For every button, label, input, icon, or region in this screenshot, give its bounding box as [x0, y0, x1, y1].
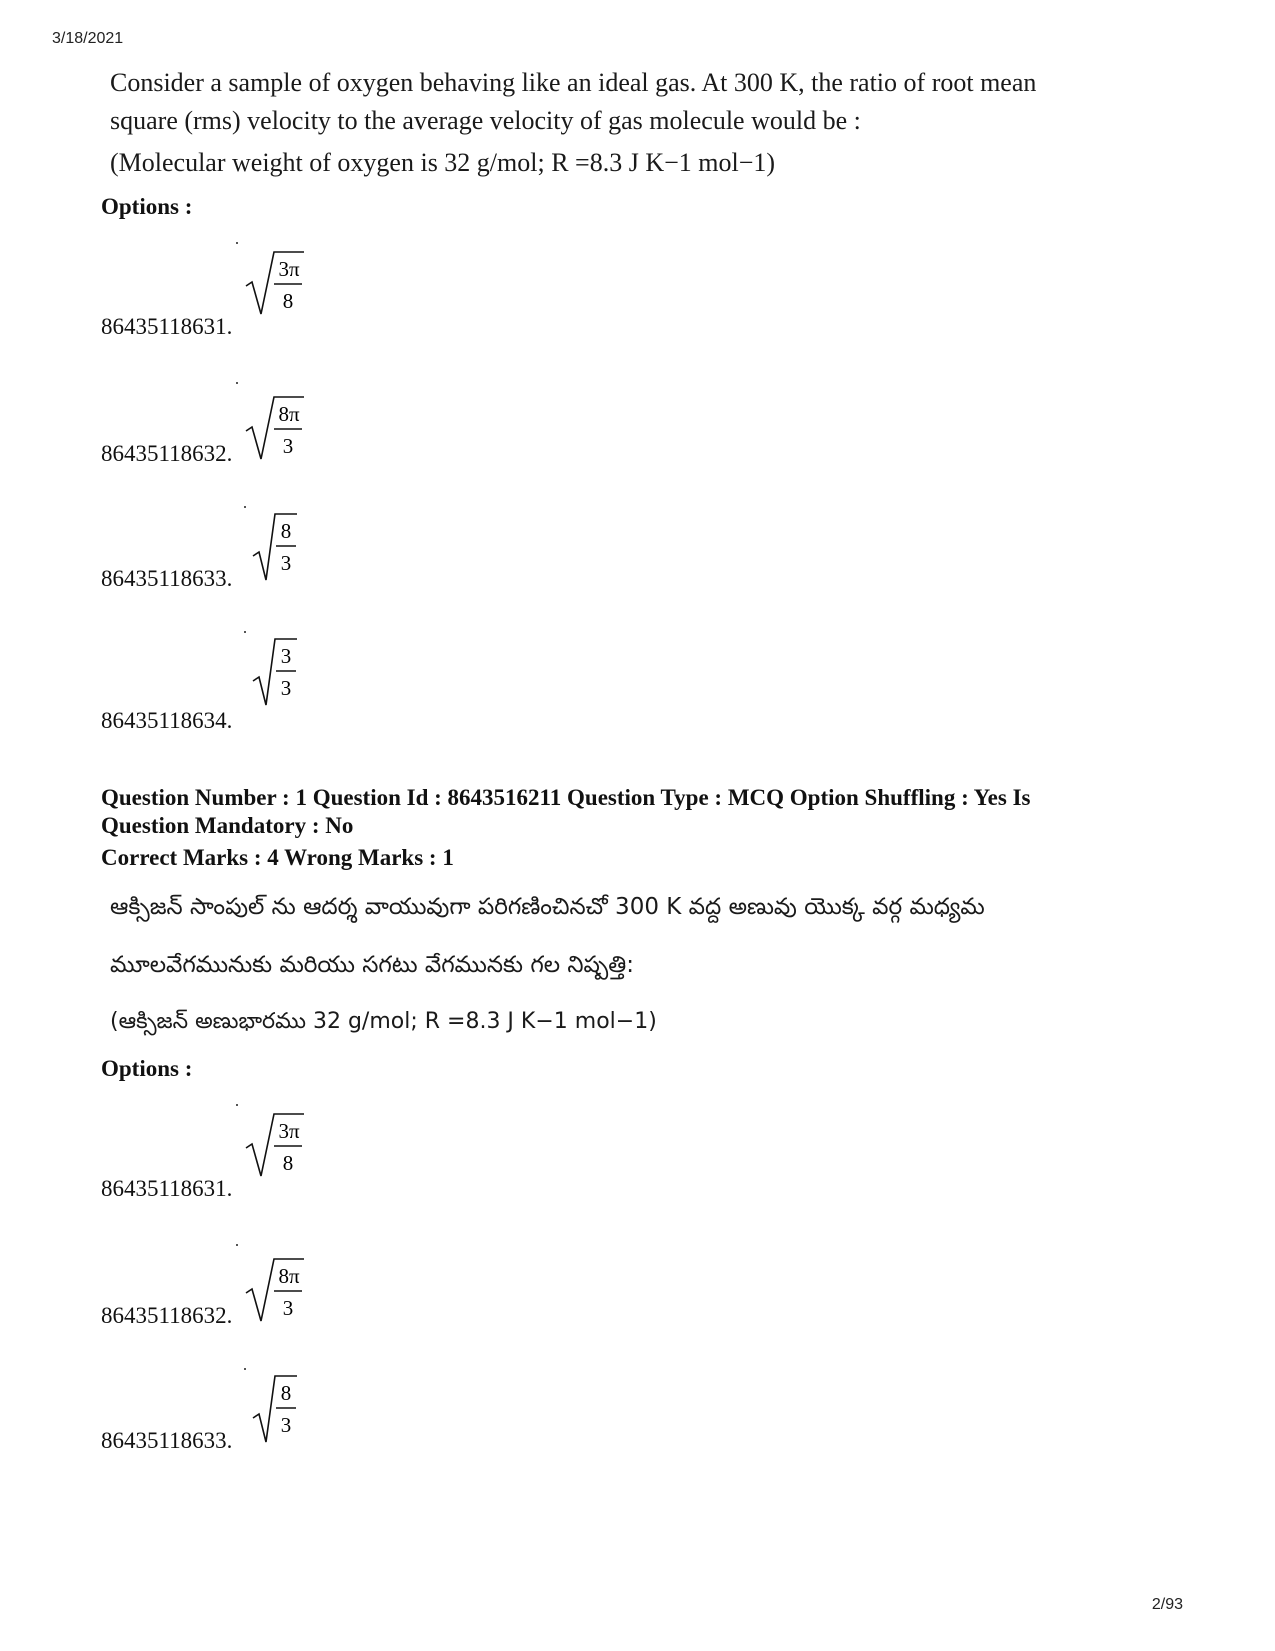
- question-line: square (rms) velocity to the average velocity of gas molecule would be :: [110, 106, 861, 135]
- sqrt-fraction: [244, 1247, 314, 1327]
- sqrt-fraction: [251, 635, 311, 715]
- options-heading: Options :: [101, 1056, 193, 1081]
- fraction-numerator: 3: [280, 644, 292, 668]
- question-meta: [101, 784, 1201, 872]
- sqrt-fraction: [244, 1102, 314, 1182]
- sqrt-fraction: [251, 1372, 311, 1452]
- fraction-numerator: 3π: [278, 257, 300, 281]
- sqrt-fraction: [251, 510, 311, 590]
- option-item[interactable]: [101, 492, 501, 592]
- question-text-english: [110, 64, 1180, 182]
- sqrt-fraction: [244, 385, 314, 465]
- scan-dot: [236, 382, 238, 384]
- scan-dot: [236, 1244, 238, 1246]
- option-id: 86435118633.: [101, 1428, 233, 1453]
- question-text-telugu: [110, 885, 1180, 1042]
- option-item[interactable]: [101, 240, 501, 340]
- scan-dot: [244, 506, 246, 508]
- fraction-denominator: 3: [282, 434, 294, 458]
- fraction-denominator: 3: [280, 1413, 292, 1437]
- fraction-denominator: 8: [282, 289, 294, 313]
- fraction-numerator: 8: [280, 1381, 292, 1405]
- option-id: 86435118634.: [101, 708, 233, 733]
- option-item[interactable]: [101, 1229, 501, 1329]
- option-item[interactable]: [101, 367, 501, 467]
- question-line: ఆక్సిజన్ సాంపుల్ ను ఆదర్శ వాయువుగా పరిగణించినచో 300 K వద్ద అణువు యొక్క వర్గ మధ్యమ: [110, 894, 985, 920]
- option-item[interactable]: [101, 1102, 501, 1202]
- fraction-numerator: 8: [280, 519, 292, 543]
- scan-dot: [236, 242, 238, 244]
- fraction-denominator: 3: [282, 1296, 294, 1320]
- option-id: 86435118631.: [101, 1176, 233, 1201]
- page-number: 2/93: [1151, 1596, 1183, 1613]
- question-meta-line: Question Mandatory : No: [101, 813, 354, 838]
- question-line: [110, 1001, 1180, 1042]
- scan-dot: [244, 1368, 246, 1370]
- option-item[interactable]: [101, 1354, 501, 1454]
- sqrt-fraction: [244, 240, 314, 320]
- fraction-denominator: 8: [282, 1151, 294, 1175]
- question-line-text: (ఆక్సిజన్ అణుభారము 32 g/mol; R =8.3 J K−1 mol−1): [110, 1009, 657, 1034]
- fraction-numerator: 3π: [278, 1119, 300, 1143]
- scan-dot: [236, 1104, 238, 1106]
- fraction-denominator: 3: [280, 551, 292, 575]
- option-id: 86435118632.: [101, 1303, 233, 1328]
- option-id: 86435118631.: [101, 314, 233, 339]
- option-item[interactable]: [101, 617, 501, 733]
- fraction-denominator: 3: [280, 676, 292, 700]
- question-line: మూలవేగమునుకు మరియు సగటు వేగమునకు గల నిష్పత్తి:: [110, 952, 634, 978]
- scan-dot: [244, 631, 246, 633]
- option-id: 86435118632.: [101, 441, 233, 466]
- option-id: 86435118633.: [101, 566, 233, 591]
- question-meta-line: Question Number : 1 Question Id : 8643516211 Question Type : MCQ Option Shuffling : Yes Is: [101, 785, 1031, 810]
- marks-line: Correct Marks : 4 Wrong Marks : 1: [101, 845, 454, 870]
- fraction-numerator: 8π: [278, 402, 300, 426]
- question-line: (Molecular weight of oxygen is 32 g/mol; R =8.3 J K−1 mol−1): [110, 148, 776, 177]
- question-line: Consider a sample of oxygen behaving like an ideal gas. At 300 K, the ratio of root mean: [110, 68, 1037, 97]
- options-heading: Options :: [101, 194, 193, 219]
- fraction-numerator: 8π: [278, 1264, 300, 1288]
- page-date: 3/18/2021: [52, 30, 124, 47]
